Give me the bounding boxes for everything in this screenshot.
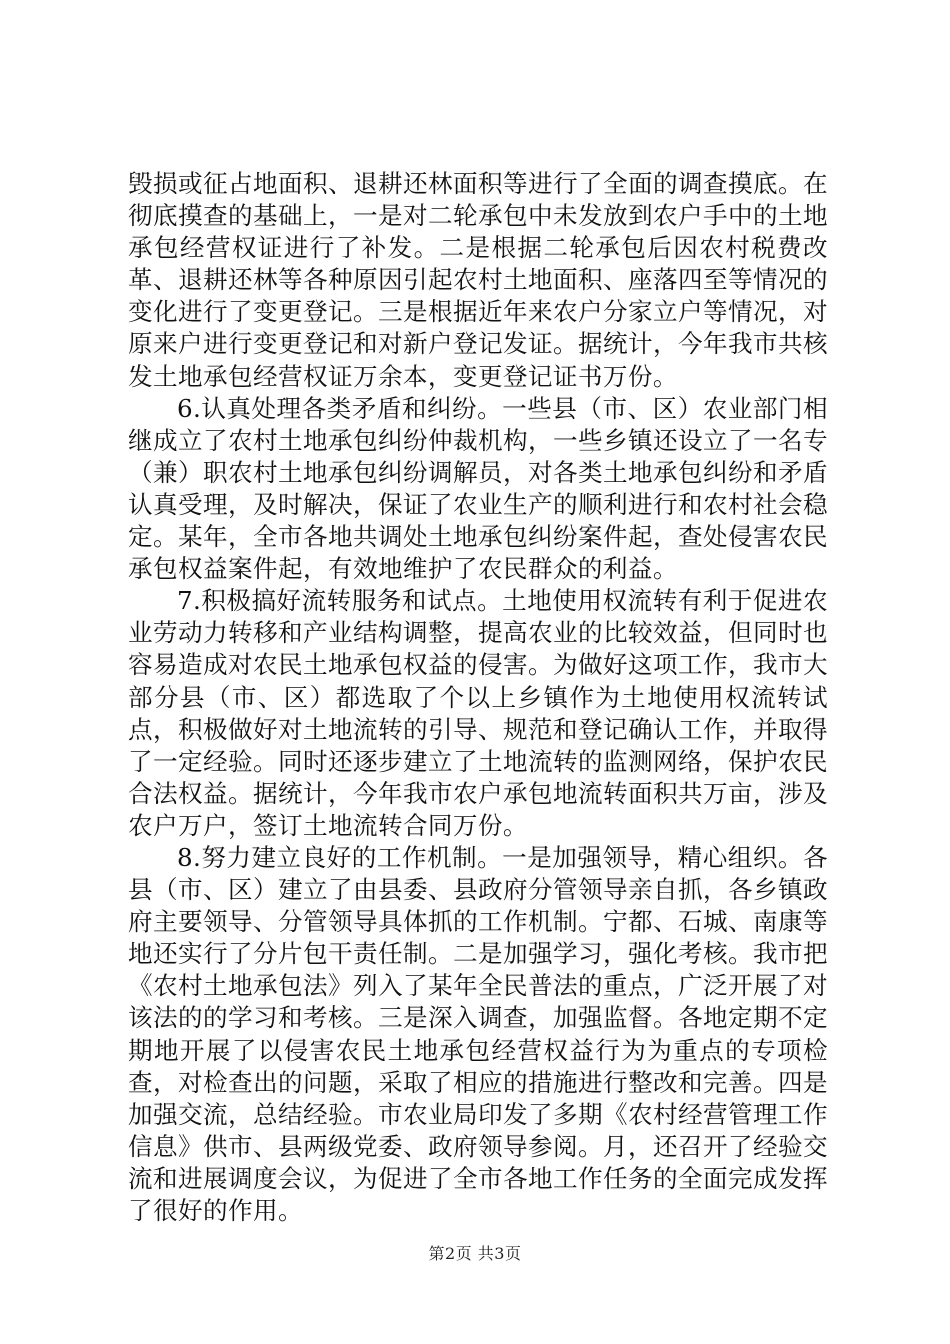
paragraph-continuation: 毁损或征占地面积、退耕还林面积等进行了全面的调查摸底。在彻底摸查的基础上，一是对二轮承包中未发放到农户手中的土地承包经营权证进行了补发。二是根据二轮承包后因农村税费改革、退耕还林等各种原因引起农村土地面积、座落四至等情况的变化进行了变更登记。三是根据近年来农户分家立户等情况，对原来户进行变更登记和对新户登记发证。据统计，今年我市共核发土地承包经营权证万余本，变更登记证书万份。 <box>128 169 828 391</box>
paragraph-item-8: 8.努力建立良好的工作机制。一是加强领导，精心组织。各县（市、区）建立了由县委、县政府分管领导亲自抓，各乡镇政府主要领导、分管领导具体抓的工作机制。宁都、石城、南康等地还实行了分片包干责任制。二是加强学习，强化考核。我市把《农村土地承包法》列入了某年全民普法的重点，广泛开展了对该法的的学习和考核。三是深入调查，加强监督。各地定期不定期地开展了以侵害农民土地承包经营权益行为为重点的专项检查，对检查出的问题，采取了相应的措施进行整改和完善。四是加强交流，总结经验。市农业局印发了多期《农村经营管理工作信息》供市、县两级党委、政府领导参阅。月，还召开了经验交流和进展调度会议，为促进了全市各地工作任务的全面完成发挥了很好的作用。 <box>128 842 828 1225</box>
paragraph-item-6: 6.认真处理各类矛盾和纠纷。一些县（市、区）农业部门相继成立了农村土地承包纠纷仲裁机构，一些乡镇还设立了一名专（兼）职农村土地承包纠纷调解员，对各类土地承包纠纷和矛盾认真受理，及时解决，保证了农业生产的顺利进行和农村社会稳定。某年，全市各地共调处土地承包纠纷案件起，查处侵害农民承包权益案件起，有效地维护了农民群众的利益。 <box>128 393 828 584</box>
page-footer: 第2页 共3页 <box>428 1244 522 1263</box>
paragraph-item-7: 7.积极搞好流转服务和试点。土地使用权流转有利于促进农业劳动力转移和产业结构调整，提高农业的比较效益，但同时也容易造成对农民土地承包权益的侵害。为做好这项工作，我市大部分县（市、区）都选取了个以上乡镇作为土地使用权流转试点，积极做好对土地流转的引导、规范和登记确认工作，并取得了一定经验。同时还逐步建立了土地流转的监测网络，保护农民合法权益。据统计，今年我市农户承包地流转面积共万亩，涉及农户万户，签订土地流转合同万份。 <box>128 586 828 840</box>
document-body <box>128 168 828 1227</box>
